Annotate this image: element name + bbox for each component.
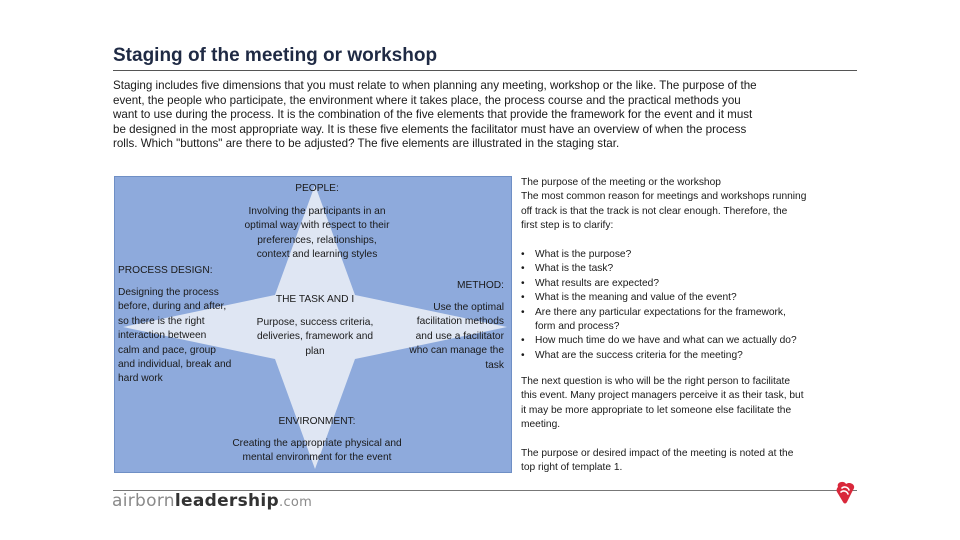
list-item: • What results are expected?	[521, 277, 841, 291]
people-line: context and learning styles	[256, 249, 378, 261]
people-section	[235, 182, 399, 196]
logo-part: .com	[279, 495, 313, 510]
purpose-intro	[521, 176, 841, 234]
template-note-paragraph	[521, 447, 821, 476]
process-heading: PROCESS DESIGN:	[118, 265, 213, 276]
list-item: • What are the success criteria for the meeting?	[521, 349, 841, 363]
process-line: calm and pace, group	[118, 344, 216, 356]
people-line: optimal way with respect to their	[244, 220, 390, 232]
environment-heading: ENVIRONMENT:	[278, 416, 356, 427]
task-heading: THE TASK AND I	[275, 294, 355, 305]
people-line: preferences, relationships,	[257, 234, 377, 246]
process-line: so there is the right	[118, 315, 205, 327]
people-text	[219, 205, 415, 263]
method-line: facilitation methods	[416, 316, 504, 328]
intro-line: be designed in the most appropriate way. It is these five elements the facilitator must have an overview of when the process	[113, 122, 747, 136]
people-line: Involving the participants in an	[248, 206, 386, 217]
method-line: who can manage the	[409, 345, 504, 357]
paragraph-line: meeting.	[521, 419, 561, 431]
method-line: task	[485, 359, 504, 371]
list-item: • What is the task?	[521, 262, 841, 276]
logo-part: leadership	[174, 491, 280, 511]
method-text	[385, 301, 504, 373]
environment-line: mental environment for the event	[242, 452, 392, 464]
paragraph-line: it may be more appropriate to let someone else facilitate the	[521, 404, 792, 416]
list-item: • What is the purpose?	[521, 248, 841, 262]
process-line: Designing the process	[118, 287, 219, 298]
environment-text	[215, 437, 419, 466]
logo-part: airborn	[112, 491, 175, 511]
method-line: Use the optimal	[433, 302, 504, 313]
purpose-line: first step is to clarify:	[521, 220, 614, 232]
intro-line: Staging includes five dimensions that you must relate to when planning any meeting, workshop or the like. The purpose of the	[113, 79, 757, 92]
list-item: • What is the meaning and value of the event?	[521, 291, 841, 305]
method-line: and use a facilitator	[415, 330, 504, 342]
intro-paragraph	[113, 79, 843, 152]
list-item	[521, 306, 841, 335]
task-line: plan	[305, 345, 325, 357]
brand-mark-icon	[832, 478, 860, 506]
purpose-line: The most common reason for meetings and workshops running	[521, 191, 807, 203]
paragraph-line: The next question is who will be the right person to facilitate	[521, 376, 790, 387]
paragraph-line: The purpose or desired impact of the meeting is noted at the	[521, 448, 794, 459]
task-line: deliveries, framework and	[256, 331, 374, 343]
intro-line: want to use during the process. It is the combination of the five elements that provide the framework for the event and it must	[113, 108, 753, 122]
people-heading: PEOPLE:	[295, 183, 339, 194]
process-line: and individual, break and	[118, 359, 232, 371]
clarify-questions-list	[521, 248, 841, 363]
paragraph-line: top right of template 1.	[521, 462, 623, 474]
task-line: Purpose, success criteria,	[256, 317, 374, 328]
purpose-line: off track is that the track is not clear enough. Therefore, the	[521, 205, 788, 217]
intro-line: event, the people who participate, the environment where it takes place, the process course and the practical methods you	[113, 93, 741, 107]
list-item: • How much time do we have and what can we actually do?	[521, 334, 841, 348]
facilitator-paragraph	[521, 375, 821, 433]
method-heading: METHOD:	[457, 280, 504, 291]
purpose-heading: The purpose of the meeting or the workshop	[521, 177, 721, 188]
brand-logo	[112, 491, 312, 511]
environment-line: Creating the appropriate physical and	[232, 438, 402, 449]
intro-line: rolls. Which "buttons" are there to be adjusted? The five elements are illustrated in the staging star.	[113, 137, 620, 151]
list-item-line: Are there any particular expectations for the framework,	[535, 306, 786, 318]
list-item-line: form and process?	[535, 321, 620, 333]
staging-star-diagram	[114, 176, 512, 473]
task-text	[243, 316, 387, 359]
process-line: interaction between	[118, 330, 207, 342]
title-underline	[113, 70, 857, 71]
slide-title: Staging of the meeting or workshop	[113, 45, 438, 66]
process-line: before, during and after,	[118, 301, 227, 313]
process-line: hard work	[118, 373, 163, 385]
paragraph-line: this event. Many project managers perceive it as their task, but	[521, 390, 804, 402]
